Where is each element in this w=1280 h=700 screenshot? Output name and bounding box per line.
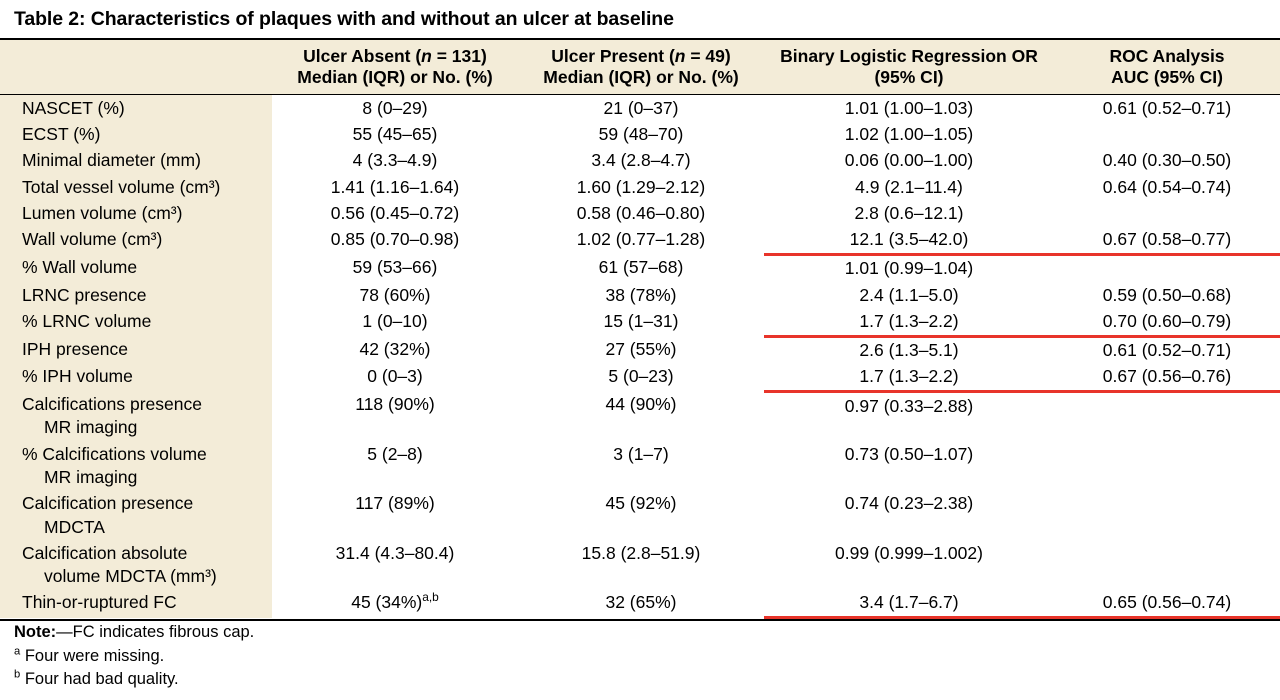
characteristics-table (0, 38, 1280, 619)
cell-auc-value: 0.65 (0.56–0.74) (1102, 592, 1232, 613)
cell-odds-ratio (764, 254, 1054, 282)
cell-odds-ratio-value: 0.06 (0.00–1.00) (844, 150, 974, 171)
cell-odds-ratio (764, 95, 1054, 122)
cell-odds-ratio (764, 540, 1054, 590)
column-header-line1: Ulcer Present (n = 49) (551, 46, 731, 66)
cell-ulcer-present-value: 32 (65%) (605, 592, 677, 613)
cell-auc (1054, 441, 1280, 491)
cell-ulcer-absent-value: 45 $(34\%)^{a,b}$ (351, 590, 439, 613)
cell-odds-ratio-value: 1.01 (1.00–1.03) (844, 97, 974, 118)
cell-ulcer-present-value: 21 (0–37) (603, 97, 679, 118)
cell-auc (1054, 95, 1280, 122)
cell-ulcer-present (518, 308, 764, 336)
footnote-a (14, 645, 1280, 668)
row-label: Lumen volume (cm³) (0, 200, 272, 226)
column-header-line2: AUC (95% CI) (1111, 66, 1223, 87)
cell-ulcer-absent-value: 117 (89%) (355, 493, 435, 514)
note-line (14, 621, 1280, 644)
cell-ulcer-present (518, 336, 764, 364)
table-row (0, 227, 1280, 255)
cell-ulcer-present-value: 15 (1–31) (603, 310, 679, 331)
cell-odds-ratio-value: 4.9 (2.1–11.4) (855, 176, 963, 197)
cell-auc (1054, 254, 1280, 282)
cell-ulcer-present (518, 392, 764, 442)
row-label: % Calcifications volume MR imaging (0, 441, 272, 491)
cell-ulcer-absent (272, 590, 518, 618)
cell-auc-value: 0.40 (0.30–0.50) (1102, 150, 1232, 171)
cell-ulcer-absent-value: 31.4 (4.3–80.4) (335, 542, 455, 563)
cell-auc (1054, 148, 1280, 174)
row-label-continuation: volume MDCTA (mm³) (44, 566, 217, 587)
row-label-continuation: MR imaging (44, 417, 138, 438)
cell-auc-value: 0.64 (0.54–0.74) (1102, 176, 1232, 197)
row-label: IPH presence (0, 336, 272, 364)
cell-odds-ratio (764, 441, 1054, 491)
cell-ulcer-present-value: 3 (1–7) (613, 443, 669, 464)
cell-ulcer-absent-value: 5 (2–8) (367, 443, 423, 464)
cell-odds-ratio (764, 336, 1054, 364)
note-label: Note: (14, 623, 57, 642)
column-header-ulcer-absent (272, 39, 518, 95)
cell-ulcer-present-value: 15.8 (2.8–51.9) (581, 542, 701, 563)
column-header-label (0, 39, 272, 95)
cell-ulcer-absent-value: 55 (45–65) (352, 124, 438, 145)
cell-odds-ratio-value: 1.02 (1.00–1.05) (844, 124, 974, 145)
cell-ulcer-absent-value: 78 (60%) (359, 284, 431, 305)
cell-ulcer-absent-value: 4 (3.3–4.9) (352, 150, 438, 171)
cell-ulcer-absent (272, 95, 518, 122)
row-label: % Wall volume (0, 254, 272, 282)
cell-auc (1054, 392, 1280, 442)
cell-odds-ratio-value: 0.73 (0.50–1.07) (844, 443, 974, 464)
cell-ulcer-absent-value: 8 (0–29) (362, 97, 428, 118)
cell-ulcer-absent-value: 1.41 (1.16–1.64) (330, 176, 460, 197)
cell-ulcer-present (518, 148, 764, 174)
table-row (0, 392, 1280, 442)
cell-ulcer-present (518, 227, 764, 255)
cell-ulcer-present-value: 1.60 (1.29–2.12) (576, 176, 706, 197)
table-row (0, 282, 1280, 308)
footnote-b-marker: b (14, 668, 21, 681)
row-label-continuation: MDCTA (44, 516, 105, 537)
row-label: % LRNC volume (0, 308, 272, 336)
cell-ulcer-present (518, 364, 764, 392)
row-label: Minimal diameter (mm) (0, 148, 272, 174)
cell-ulcer-absent (272, 122, 518, 148)
table-row (0, 364, 1280, 392)
footnote-a-text: Four were missing. (24, 646, 165, 665)
cell-ulcer-absent (272, 254, 518, 282)
cell-odds-ratio (764, 200, 1054, 226)
row-label-continuation: MR imaging (44, 467, 138, 487)
cell-ulcer-absent (272, 336, 518, 364)
cell-ulcer-present (518, 441, 764, 491)
cell-ulcer-absent-value: 1 (0–10) (362, 310, 428, 331)
table-row (0, 200, 1280, 226)
footnote-b-text: Four had bad quality. (24, 669, 179, 688)
table-row (0, 336, 1280, 364)
cell-auc (1054, 227, 1280, 255)
column-header-line1: Binary Logistic Regression OR (780, 46, 1038, 66)
cell-auc (1054, 200, 1280, 226)
row-label: Total vessel volume (cm³) (0, 174, 272, 200)
cell-odds-ratio-value: 1.01 (0.99–1.04) (844, 258, 974, 279)
cell-odds-ratio (764, 590, 1054, 618)
row-label: Wall volume (cm³) (0, 227, 272, 255)
cell-ulcer-absent (272, 491, 518, 541)
cell-odds-ratio-value: 2.6 (1.3–5.1) (859, 340, 959, 361)
cell-ulcer-absent (272, 441, 518, 491)
table-row (0, 540, 1280, 590)
cell-ulcer-present (518, 254, 764, 282)
column-header-line1: ROC Analysis (1109, 46, 1225, 66)
cell-odds-ratio (764, 122, 1054, 148)
cell-auc (1054, 282, 1280, 308)
cell-ulcer-absent-value: 59 (53–66) (352, 256, 438, 277)
table-row (0, 122, 1280, 148)
cell-auc (1054, 308, 1280, 336)
table-row (0, 174, 1280, 200)
column-header-ulcer-present (518, 39, 764, 95)
footnote-a-marker: a (14, 645, 21, 658)
cell-ulcer-present-value: 1.02 (0.77–1.28) (576, 229, 706, 250)
cell-auc-value: 0.67 (0.56–0.76) (1102, 366, 1232, 387)
row-label: Calcification presence MDCTA (0, 491, 272, 541)
cell-odds-ratio (764, 174, 1054, 200)
cell-ulcer-present-value: 0.58 (0.46–0.80) (576, 202, 706, 223)
row-label: Calcifications presence MR imaging (0, 392, 272, 442)
cell-auc (1054, 336, 1280, 364)
column-header-line2: (95% CI) (874, 66, 944, 87)
cell-ulcer-absent-value: 0.56 (0.45–0.72) (330, 202, 460, 223)
cell-ulcer-present (518, 590, 764, 618)
table-row (0, 308, 1280, 336)
column-header-roc-analysis (1054, 39, 1280, 95)
cell-ulcer-absent (272, 148, 518, 174)
column-header-line1: Ulcer Absent (n = 131) (303, 46, 487, 66)
cell-ulcer-present (518, 174, 764, 200)
cell-ulcer-present (518, 95, 764, 122)
cell-ulcer-present (518, 491, 764, 541)
table-row (0, 95, 1280, 122)
column-header-line2: Median (IQR) or No. (%) (543, 66, 739, 87)
cell-ulcer-absent (272, 227, 518, 255)
table-header (0, 39, 1280, 95)
cell-ulcer-absent (272, 540, 518, 590)
footnote-marker: a,b (422, 590, 439, 605)
cell-ulcer-absent (272, 174, 518, 200)
table-body (0, 95, 1280, 618)
row-label: Thin-or-ruptured FC (0, 590, 272, 618)
cell-ulcer-present-value: 44 (90%) (605, 394, 677, 415)
cell-odds-ratio-value: 2.8 (0.6–12.1) (854, 202, 964, 223)
cell-odds-ratio (764, 491, 1054, 541)
cell-ulcer-absent (272, 282, 518, 308)
note-text: —FC indicates fibrous cap. (56, 623, 255, 642)
cell-ulcer-present-value: 5 (0–23) (608, 366, 674, 387)
cell-odds-ratio (764, 392, 1054, 442)
table-row (0, 148, 1280, 174)
cell-auc (1054, 540, 1280, 590)
cell-auc-value: 0.61 (0.52–0.71) (1102, 340, 1232, 361)
cell-ulcer-absent-value: 0 (0–3) (367, 366, 423, 387)
column-header-line2: Median (IQR) or No. (%) (297, 66, 493, 87)
column-header-logistic-regression (764, 39, 1054, 95)
cell-odds-ratio-value: 0.74 (0.23–2.38) (844, 493, 974, 514)
cell-ulcer-present-value: 59 (48–70) (598, 124, 684, 145)
cell-odds-ratio-value: 2.4 (1.1–5.0) (859, 284, 959, 305)
cell-odds-ratio-value: 1.7 (1.3–2.2) (859, 366, 959, 387)
cell-auc-value: 0.61 (0.52–0.71) (1102, 97, 1232, 118)
cell-odds-ratio-value: 3.4 (1.7–6.7) (859, 592, 959, 613)
row-label: LRNC presence (0, 282, 272, 308)
cell-odds-ratio (764, 308, 1054, 336)
cell-ulcer-absent-value: 42 (32%) (359, 338, 431, 359)
table-row (0, 491, 1280, 541)
cell-ulcer-absent (272, 364, 518, 392)
cell-odds-ratio (764, 282, 1054, 308)
cell-ulcer-absent (272, 392, 518, 442)
cell-odds-ratio-value: 1.7 (1.3–2.2) (859, 310, 959, 331)
table-row (0, 254, 1280, 282)
cell-auc (1054, 122, 1280, 148)
table-row (0, 590, 1280, 618)
cell-auc (1054, 590, 1280, 618)
cell-auc (1054, 491, 1280, 541)
cell-odds-ratio-value: 0.97 (0.33–2.88) (844, 395, 974, 416)
cell-odds-ratio (764, 148, 1054, 174)
cell-odds-ratio-value: 0.99 (0.999–1.002) (835, 542, 983, 563)
cell-auc-value: 0.70 (0.60–0.79) (1102, 310, 1232, 331)
table-notes (0, 621, 1280, 691)
cell-ulcer-absent (272, 200, 518, 226)
row-label: ECST (%) (0, 122, 272, 148)
cell-ulcer-present (518, 122, 764, 148)
cell-ulcer-present-value: 27 (55%) (605, 338, 677, 359)
cell-ulcer-absent-value: 0.85 (0.70–0.98) (330, 229, 460, 250)
cell-ulcer-present (518, 200, 764, 226)
cell-auc (1054, 174, 1280, 200)
cell-ulcer-present-value: 61 (57–68) (598, 256, 684, 277)
page-title: Table 2: Characteristics of plaques with and without an ulcer at baseline (14, 8, 674, 30)
cell-odds-ratio (764, 227, 1054, 255)
row-label: Calcification absolute volume MDCTA (mm³) (0, 540, 272, 590)
table-row (0, 441, 1280, 491)
cell-odds-ratio-value: 12.1 (3.5–42.0) (849, 229, 969, 250)
cell-ulcer-present-value: 3.4 (2.8–4.7) (591, 150, 691, 171)
cell-auc-value: 0.67 (0.58–0.77) (1102, 229, 1232, 250)
cell-ulcer-present (518, 540, 764, 590)
row-label: NASCET (%) (0, 95, 272, 122)
cell-auc (1054, 364, 1280, 392)
cell-ulcer-present-value: 38 (78%) (605, 284, 677, 305)
cell-odds-ratio (764, 364, 1054, 392)
row-label: % IPH volume (0, 364, 272, 392)
cell-ulcer-absent-value: 118 (90%) (355, 394, 435, 415)
cell-auc-value: 0.59 (0.50–0.68) (1102, 284, 1232, 305)
cell-ulcer-absent (272, 308, 518, 336)
cell-ulcer-present (518, 282, 764, 308)
cell-ulcer-present-value: 45 (92%) (605, 493, 677, 514)
footnote-b (14, 668, 1280, 691)
